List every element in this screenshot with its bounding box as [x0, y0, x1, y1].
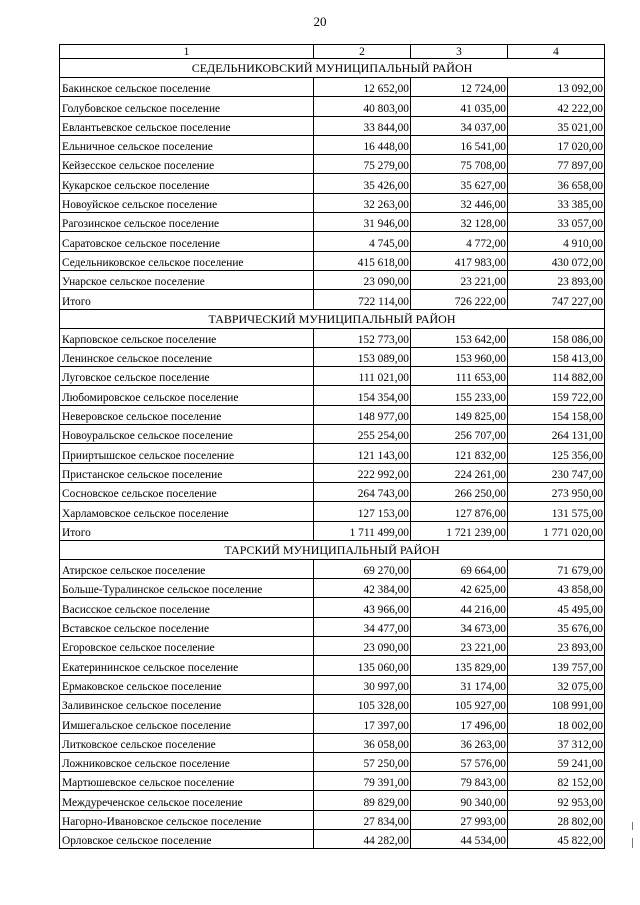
value-col-2: 111 021,00	[314, 367, 411, 386]
table-row	[60, 482, 605, 501]
settlement-name: Больше-Туралинское сельское поселение	[60, 579, 314, 598]
value-col-3: 34 037,00	[411, 116, 508, 135]
value-col-3: 44 216,00	[411, 598, 508, 617]
total-row	[60, 290, 605, 309]
value-col-4: 17 020,00	[508, 135, 605, 154]
value-col-2: 4 745,00	[314, 232, 411, 251]
value-col-2: 415 618,00	[314, 251, 411, 270]
table-row	[60, 174, 605, 193]
column-number-4: 4	[508, 45, 605, 59]
value-col-4: 71 679,00	[508, 559, 605, 578]
value-col-3: 153 642,00	[411, 328, 508, 347]
table-row	[60, 791, 605, 810]
value-col-2: 127 153,00	[314, 502, 411, 521]
table-row	[60, 251, 605, 270]
value-col-4: 23 893,00	[508, 270, 605, 289]
settlement-name: Унарское сельское поселение	[60, 270, 314, 289]
value-col-4: 59 241,00	[508, 752, 605, 771]
value-col-2: 32 263,00	[314, 193, 411, 212]
value-col-2: 42 384,00	[314, 579, 411, 598]
settlement-name: Рагозинское сельское поселение	[60, 213, 314, 232]
table-row	[60, 116, 605, 135]
settlement-name: Екатерининское сельское поселение	[60, 656, 314, 675]
value-col-2: 722 114,00	[314, 290, 411, 309]
value-col-3: 31 174,00	[411, 675, 508, 694]
value-col-3: 35 627,00	[411, 174, 508, 193]
value-col-2: 12 652,00	[314, 78, 411, 97]
table-row	[60, 270, 605, 289]
total-row	[60, 521, 605, 540]
value-col-4: 23 893,00	[508, 637, 605, 656]
settlement-name: Егоровское сельское поселение	[60, 637, 314, 656]
settlement-name: Луговское сельское поселение	[60, 367, 314, 386]
value-col-2: 69 270,00	[314, 559, 411, 578]
value-col-2: 34 477,00	[314, 617, 411, 636]
settlement-name: Мартюшевское сельское поселение	[60, 772, 314, 791]
value-col-4: 158 413,00	[508, 347, 605, 366]
value-col-2: 23 090,00	[314, 270, 411, 289]
value-col-3: 12 724,00	[411, 78, 508, 97]
settlement-name: Карповское сельское поселение	[60, 328, 314, 347]
district-header-row	[60, 309, 605, 328]
table-row	[60, 772, 605, 791]
scan-edge-mark	[632, 838, 633, 848]
settlement-name: Пристанское сельское поселение	[60, 463, 314, 482]
value-col-4: 82 152,00	[508, 772, 605, 791]
settlement-name: Заливинское сельское поселение	[60, 694, 314, 713]
value-col-3: 17 496,00	[411, 714, 508, 733]
value-col-2: 148 977,00	[314, 405, 411, 424]
value-col-2: 152 773,00	[314, 328, 411, 347]
value-col-4: 4 910,00	[508, 232, 605, 251]
value-col-3: 69 664,00	[411, 559, 508, 578]
value-col-4: 430 072,00	[508, 251, 605, 270]
settlement-name: Прииртышское сельское поселение	[60, 444, 314, 463]
column-number-row	[60, 45, 605, 59]
table-row	[60, 78, 605, 97]
settlement-name: Ленинское сельское поселение	[60, 347, 314, 366]
total-label: Итого	[60, 521, 314, 540]
table-row	[60, 617, 605, 636]
settlement-name: Атирское сельское поселение	[60, 559, 314, 578]
value-col-3: 266 250,00	[411, 482, 508, 501]
value-col-4: 154 158,00	[508, 405, 605, 424]
value-col-2: 105 328,00	[314, 694, 411, 713]
value-col-2: 16 448,00	[314, 135, 411, 154]
value-col-4: 108 991,00	[508, 694, 605, 713]
value-col-4: 42 222,00	[508, 97, 605, 116]
value-col-3: 75 708,00	[411, 155, 508, 174]
scan-edge-mark	[632, 822, 633, 830]
value-col-3: 4 772,00	[411, 232, 508, 251]
value-col-4: 273 950,00	[508, 482, 605, 501]
value-col-2: 17 397,00	[314, 714, 411, 733]
settlement-name: Нагорно-Ивановское сельское поселение	[60, 810, 314, 829]
value-col-3: 34 673,00	[411, 617, 508, 636]
settlement-name: Любомировское сельское поселение	[60, 386, 314, 405]
settlement-name: Васисское сельское поселение	[60, 598, 314, 617]
table-row	[60, 829, 605, 848]
value-col-2: 57 250,00	[314, 752, 411, 771]
settlement-name: Орловское сельское поселение	[60, 829, 314, 848]
value-col-3: 135 829,00	[411, 656, 508, 675]
value-col-4: 747 227,00	[508, 290, 605, 309]
value-col-3: 36 263,00	[411, 733, 508, 752]
value-col-2: 89 829,00	[314, 791, 411, 810]
table-row	[60, 502, 605, 521]
value-col-4: 35 021,00	[508, 116, 605, 135]
value-col-2: 36 058,00	[314, 733, 411, 752]
value-col-3: 16 541,00	[411, 135, 508, 154]
value-col-4: 114 882,00	[508, 367, 605, 386]
value-col-3: 42 625,00	[411, 579, 508, 598]
value-col-3: 149 825,00	[411, 405, 508, 424]
table-row	[60, 367, 605, 386]
value-col-2: 1 711 499,00	[314, 521, 411, 540]
table-row	[60, 656, 605, 675]
value-col-2: 43 966,00	[314, 598, 411, 617]
value-col-2: 27 834,00	[314, 810, 411, 829]
value-col-4: 33 057,00	[508, 213, 605, 232]
table-row	[60, 463, 605, 482]
table-row	[60, 97, 605, 116]
table-row	[60, 714, 605, 733]
value-col-4: 45 495,00	[508, 598, 605, 617]
value-col-3: 111 653,00	[411, 367, 508, 386]
value-col-3: 27 993,00	[411, 810, 508, 829]
value-col-3: 256 707,00	[411, 425, 508, 444]
settlement-name: Литковское сельское поселение	[60, 733, 314, 752]
value-col-3: 23 221,00	[411, 270, 508, 289]
value-col-4: 33 385,00	[508, 193, 605, 212]
table-row	[60, 405, 605, 424]
settlement-name: Ельничное сельское поселение	[60, 135, 314, 154]
value-col-4: 32 075,00	[508, 675, 605, 694]
value-col-2: 33 844,00	[314, 116, 411, 135]
budget-table	[59, 44, 605, 849]
value-col-4: 92 953,00	[508, 791, 605, 810]
settlement-name: Голубовское сельское поселение	[60, 97, 314, 116]
value-col-4: 35 676,00	[508, 617, 605, 636]
table-row	[60, 579, 605, 598]
value-col-4: 1 771 020,00	[508, 521, 605, 540]
value-col-4: 158 086,00	[508, 328, 605, 347]
settlement-name: Имшегальское сельское поселение	[60, 714, 314, 733]
district-header-row	[60, 540, 605, 559]
settlement-name: Бакинское сельское поселение	[60, 78, 314, 97]
district-title: ТАРСКИЙ МУНИЦИПАЛЬНЫЙ РАЙОН	[60, 540, 605, 559]
value-col-3: 90 340,00	[411, 791, 508, 810]
column-number-2: 2	[314, 45, 411, 59]
value-col-3: 155 233,00	[411, 386, 508, 405]
value-col-4: 18 002,00	[508, 714, 605, 733]
value-col-4: 77 897,00	[508, 155, 605, 174]
value-col-2: 75 279,00	[314, 155, 411, 174]
table-row	[60, 425, 605, 444]
value-col-3: 224 261,00	[411, 463, 508, 482]
value-col-2: 154 354,00	[314, 386, 411, 405]
value-col-3: 1 721 239,00	[411, 521, 508, 540]
value-col-3: 417 983,00	[411, 251, 508, 270]
page-number: 20	[313, 14, 327, 29]
table-row	[60, 444, 605, 463]
value-col-2: 264 743,00	[314, 482, 411, 501]
settlement-name: Ложниковское сельское поселение	[60, 752, 314, 771]
district-header-row	[60, 59, 605, 78]
district-title: ТАВРИЧЕСКИЙ МУНИЦИПАЛЬНЫЙ РАЙОН	[60, 309, 605, 328]
value-col-2: 121 143,00	[314, 444, 411, 463]
value-col-3: 105 927,00	[411, 694, 508, 713]
value-col-2: 44 282,00	[314, 829, 411, 848]
value-col-4: 45 822,00	[508, 829, 605, 848]
value-col-2: 222 992,00	[314, 463, 411, 482]
value-col-2: 79 391,00	[314, 772, 411, 791]
value-col-4: 230 747,00	[508, 463, 605, 482]
value-col-2: 31 946,00	[314, 213, 411, 232]
value-col-2: 153 089,00	[314, 347, 411, 366]
settlement-name: Харламовское сельское поселение	[60, 502, 314, 521]
value-col-3: 121 832,00	[411, 444, 508, 463]
value-col-4: 43 858,00	[508, 579, 605, 598]
table-row	[60, 135, 605, 154]
value-col-3: 32 128,00	[411, 213, 508, 232]
value-col-4: 159 722,00	[508, 386, 605, 405]
settlement-name: Междуреченское сельское поселение	[60, 791, 314, 810]
settlement-name: Новоуйское сельское поселение	[60, 193, 314, 212]
value-col-4: 131 575,00	[508, 502, 605, 521]
value-col-4: 125 356,00	[508, 444, 605, 463]
table-row	[60, 598, 605, 617]
settlement-name: Евлантьевское сельское поселение	[60, 116, 314, 135]
table-row	[60, 559, 605, 578]
table-row	[60, 675, 605, 694]
settlement-name: Кукарское сельское поселение	[60, 174, 314, 193]
settlement-name: Кейзесское сельское поселение	[60, 155, 314, 174]
value-col-3: 726 222,00	[411, 290, 508, 309]
value-col-3: 127 876,00	[411, 502, 508, 521]
value-col-2: 23 090,00	[314, 637, 411, 656]
table-row	[60, 637, 605, 656]
value-col-2: 40 803,00	[314, 97, 411, 116]
settlement-name: Неверовское сельское поселение	[60, 405, 314, 424]
value-col-2: 135 060,00	[314, 656, 411, 675]
district-title: СЕДЕЛЬНИКОВСКИЙ МУНИЦИПАЛЬНЫЙ РАЙОН	[60, 59, 605, 78]
column-number-1: 1	[60, 45, 314, 59]
settlement-name: Саратовское сельское поселение	[60, 232, 314, 251]
table-row	[60, 386, 605, 405]
value-col-2: 30 997,00	[314, 675, 411, 694]
value-col-3: 44 534,00	[411, 829, 508, 848]
value-col-4: 139 757,00	[508, 656, 605, 675]
table-row	[60, 155, 605, 174]
table-row	[60, 232, 605, 251]
settlement-name: Сосновское сельское поселение	[60, 482, 314, 501]
value-col-3: 153 960,00	[411, 347, 508, 366]
value-col-4: 264 131,00	[508, 425, 605, 444]
settlement-name: Вставское сельское поселение	[60, 617, 314, 636]
value-col-2: 255 254,00	[314, 425, 411, 444]
table-row	[60, 810, 605, 829]
value-col-2: 35 426,00	[314, 174, 411, 193]
table-body	[60, 45, 605, 849]
table-row	[60, 733, 605, 752]
value-col-3: 41 035,00	[411, 97, 508, 116]
total-label: Итого	[60, 290, 314, 309]
settlement-name: Новоуральское сельское поселение	[60, 425, 314, 444]
table-row	[60, 752, 605, 771]
table-row	[60, 328, 605, 347]
table-row	[60, 193, 605, 212]
value-col-3: 57 576,00	[411, 752, 508, 771]
settlement-name: Седельниковское сельское поселение	[60, 251, 314, 270]
value-col-4: 28 802,00	[508, 810, 605, 829]
value-col-3: 32 446,00	[411, 193, 508, 212]
value-col-4: 36 658,00	[508, 174, 605, 193]
table-row	[60, 694, 605, 713]
value-col-4: 13 092,00	[508, 78, 605, 97]
value-col-3: 23 221,00	[411, 637, 508, 656]
value-col-4: 37 312,00	[508, 733, 605, 752]
settlement-name: Ермаковское сельское поселение	[60, 675, 314, 694]
table-row	[60, 347, 605, 366]
column-number-3: 3	[411, 45, 508, 59]
value-col-3: 79 843,00	[411, 772, 508, 791]
table-row	[60, 213, 605, 232]
